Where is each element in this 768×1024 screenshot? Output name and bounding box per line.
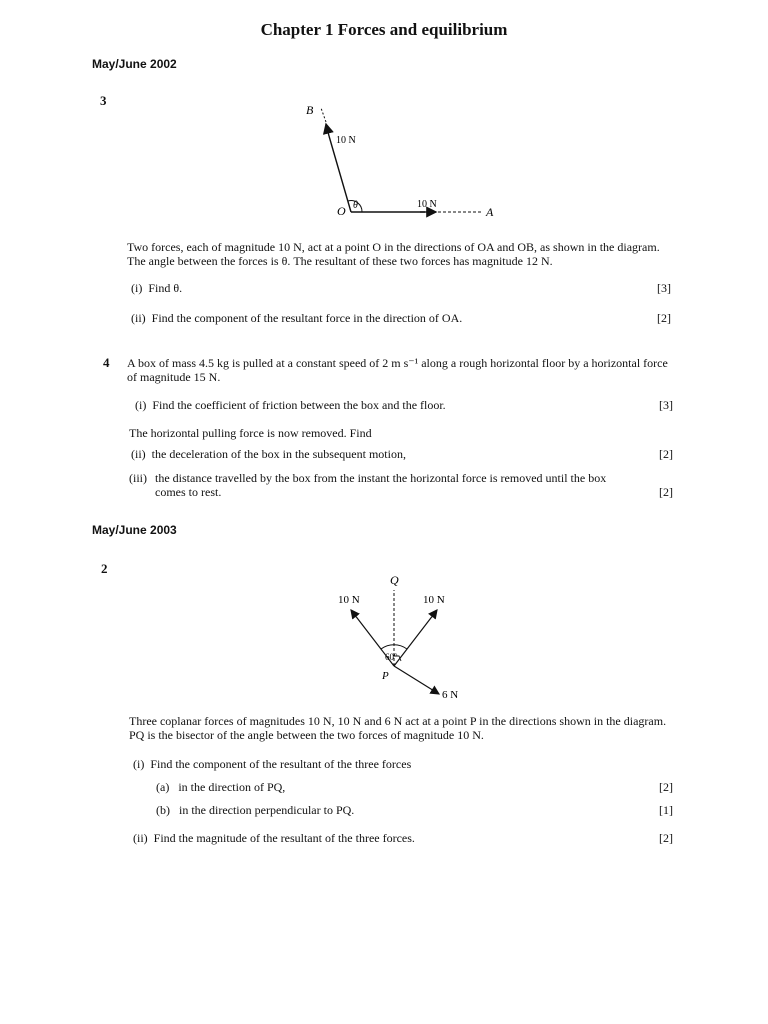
part-label: (ii) [133,831,148,845]
part-mark: [2] [657,311,671,325]
label-o: O [337,204,346,218]
part-mark: [2] [659,831,673,845]
question-part [133,757,673,771]
question-part [131,311,671,325]
force-diagram-q3 [290,98,520,228]
question-part [129,471,673,499]
part-label: (ii) [131,447,146,461]
part-text: in the direction perpendicular to PQ. [179,803,355,817]
question-number: 2 [101,561,108,576]
part-text: the distance travelled by the box from the instant the horizontal force is removed until the box [155,471,607,485]
label-angle: 60° [385,652,398,662]
question-subpart [156,803,673,817]
part-text: Find the coefficient of friction between the box and the floor. [152,398,446,412]
part-mark: [2] [659,447,673,461]
question-part [133,831,673,845]
part-mark: [2] [659,780,673,794]
question-text: Two forces, each of magnitude 10 N, act at a point O in the directions of OA and OB, as shown in the diagram. The angle between the forces is θ. The resultant of these two forces has magnitude 12 N. [127,240,660,268]
force-diagram-q2 [330,574,480,704]
part-text: Find the component of the resultant force in the direction of OA. [151,311,463,325]
force-line-ob [329,136,351,212]
label-force-ob: 10 N [336,135,356,146]
label-theta: θ [353,200,358,211]
part-label: (i) [131,281,143,295]
page-title: Chapter 1 Forces and equilibrium [260,20,508,39]
part-label: (iii) [129,471,147,485]
part-text: the deceleration of the box in the subsequent motion, [151,447,406,461]
part-label: (ii) [131,311,146,325]
question-part [135,398,673,412]
part-text: in the direction of PQ, [178,780,286,794]
question-number: 4 [103,355,110,370]
part-text-continued: comes to rest. [155,485,222,499]
arrow-ob [326,124,329,136]
session-heading-2002: May/June 2002 [92,57,177,71]
part-label: (b) [156,803,170,817]
part-text: Find θ. [148,281,183,295]
question-subpart [156,780,673,794]
part-label: (i) [135,398,147,412]
session-heading-2003: May/June 2003 [92,523,177,537]
force-right [394,610,437,666]
label-b: B [306,103,314,117]
part-mark: [1] [659,803,673,817]
label-p: P [382,670,389,682]
question-text: Three coplanar forces of magnitudes 10 N, 10 N and 6 N act at a point P in the directions shown in the diagram. PQ is the bisector of the angle between the two forces of magnitude 10 N. [129,714,667,742]
label-a: A [486,205,494,219]
label-force-lower: 6 N [442,689,459,701]
part-mark: [3] [657,281,671,295]
part-text: Find the component of the resultant of the three forces [150,757,412,771]
dash-ob [321,108,326,122]
question-number: 3 [100,93,107,108]
part-mark: [3] [659,398,673,412]
question-text: A box of mass 4.5 kg is pulled at a constant speed of 2 m s⁻¹ along a rough horizontal floor by a horizontal force of magnitude 15 N. [127,356,668,384]
part-text: Find the magnitude of the resultant of the three forces. [153,831,415,845]
question-part [131,281,671,295]
instruction-text: The horizontal pulling force is now removed. Find [129,426,372,440]
part-label: (i) [133,757,145,771]
part-label: (a) [156,780,170,794]
label-force-right: 10 N [423,594,445,606]
part-mark: [2] [659,485,673,499]
label-q: Q [390,574,399,587]
label-force-oa: 10 N [417,199,437,210]
label-force-left: 10 N [338,594,360,606]
force-lower [394,666,439,694]
question-part [131,447,673,461]
